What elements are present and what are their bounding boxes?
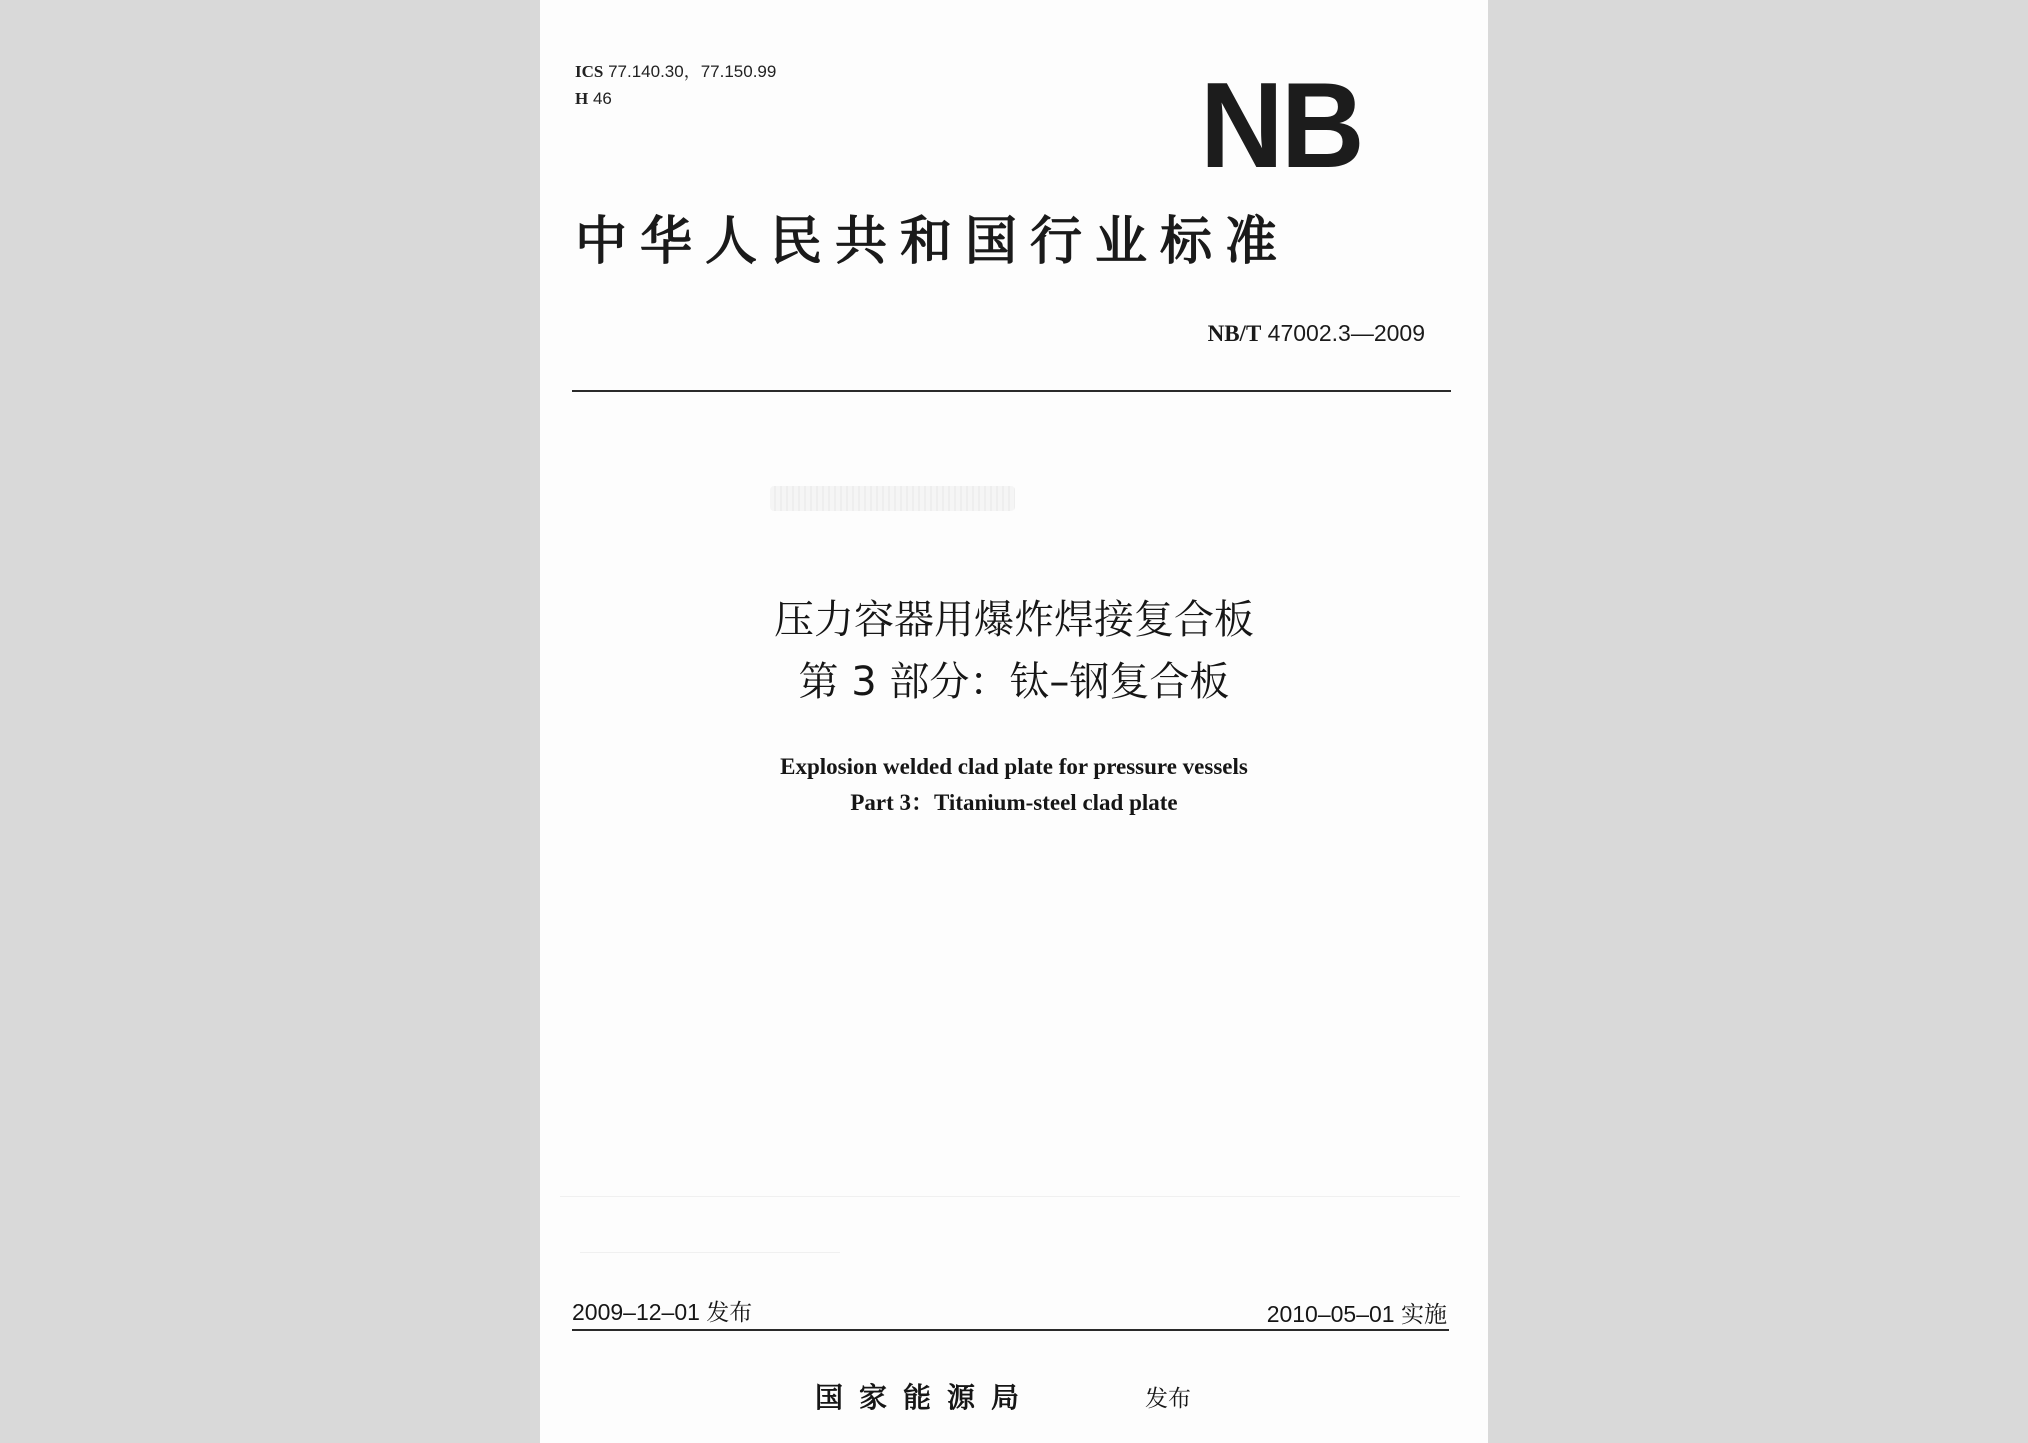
chinese-title-line1: 压力容器用爆炸焊接复合板 <box>774 597 1254 643</box>
scan-smudge <box>770 486 1015 511</box>
standard-cover-page <box>540 0 1488 1443</box>
standard-number-prefix: NB/T <box>1207 321 1262 346</box>
ccs-label: H <box>575 89 589 108</box>
scan-artifact-line <box>560 1196 1460 1197</box>
ics-code <box>575 58 776 85</box>
ics-label: ICS <box>575 62 604 81</box>
standard-number-value: 47002.3—2009 <box>1261 320 1425 346</box>
effective-date: 2010–05–01 实施 <box>1266 1301 1447 1327</box>
issue-date: 2009–12–01 发布 <box>572 1299 753 1325</box>
ics-value: 77.140.30，77.150.99 <box>603 62 777 81</box>
standard-category-title: 中华人民共和国行业标准 <box>575 211 1291 272</box>
standard-number <box>1208 320 1425 347</box>
ccs-code <box>575 85 776 112</box>
issuing-authority-suffix: 发布 <box>1145 1386 1191 1412</box>
english-title-line2: Part 3：Titanium-steel clad plate <box>850 790 1178 815</box>
chinese-title-line2: 第 3 部分：钛–钢复合板 <box>798 659 1230 705</box>
bottom-divider <box>572 1329 1449 1331</box>
english-title-line1: Explosion welded clad plate for pressure vessels <box>780 754 1248 779</box>
classification-codes <box>575 58 776 112</box>
ccs-value: 46 <box>588 89 612 108</box>
issuing-authority: 国家能源局 <box>815 1381 1036 1414</box>
scan-artifact-line <box>580 1252 840 1253</box>
nb-logo: NB <box>1200 57 1362 193</box>
top-divider <box>572 390 1451 392</box>
